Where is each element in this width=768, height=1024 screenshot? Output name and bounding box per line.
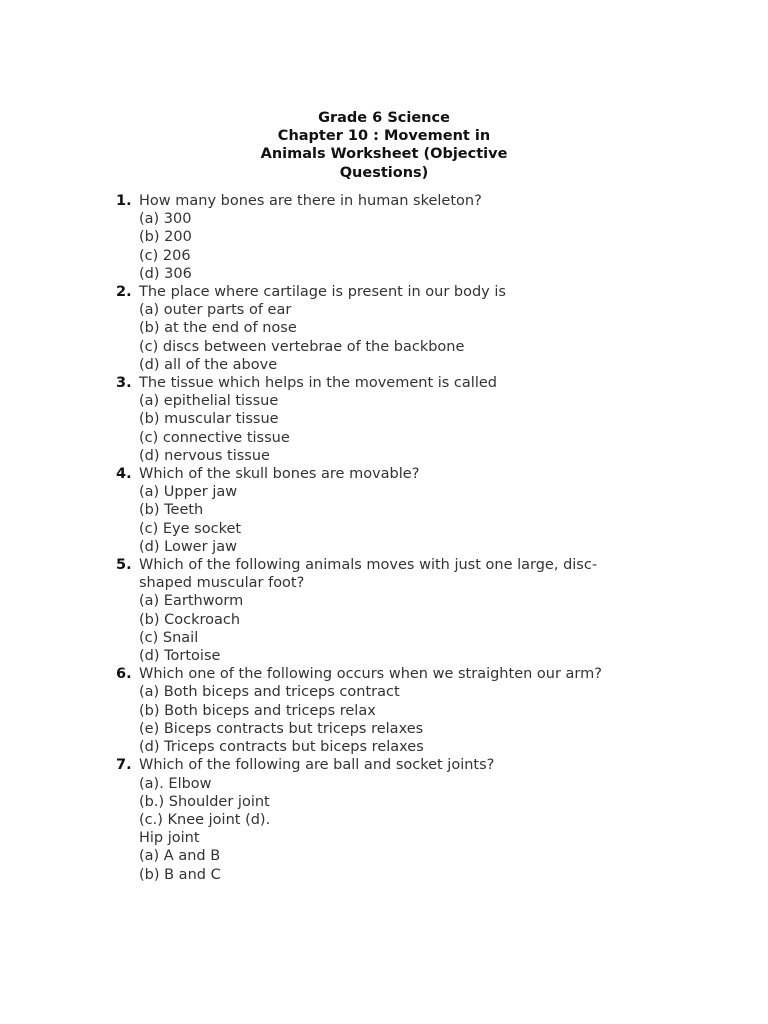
answer-option: (c) Eye socket [139,520,242,537]
answer-option: (a) A and B [139,848,221,865]
question-7 [114,756,634,883]
answer-option: (b) Teeth [139,502,204,519]
question-number: 7. [116,757,132,774]
answer-option: (c.) Knee joint (d). [139,811,271,828]
answer-option: (b) Both biceps and triceps relax [139,702,376,719]
question-3 [114,374,634,465]
answer-option: (d) Lower jaw [139,538,237,555]
heading-line-type: Questions) [339,164,429,181]
answer-option: (d) Triceps contracts but biceps relaxes [139,739,424,756]
question-number: 5. [116,557,132,574]
answer-option: (c) Snail [139,629,199,646]
question-number: 6. [116,666,132,683]
question-text: Which of the skull bones are movable? [139,466,420,483]
question-list [114,192,634,884]
answer-option: (c) 206 [139,247,191,264]
answer-option: (c) connective tissue [139,429,290,446]
answer-option: (b.) Shoulder joint [139,793,270,810]
heading-line-chapter: Chapter 10 : Movement in [277,128,491,145]
answer-option: (a) 300 [139,211,192,228]
answer-option: (a) Both biceps and triceps contract [139,684,400,701]
answer-option: (d) nervous tissue [139,447,270,464]
question-4 [114,465,634,556]
answer-option: (b) Cockroach [139,611,241,628]
question-text: Which of the following animals moves with just one large, disc-shaped muscular foot? [139,557,598,592]
answer-option: (d) all of the above [139,356,278,373]
question-text: Which of the following are ball and socket joints? [139,757,495,774]
answer-option: (a) Upper jaw [139,484,238,501]
question-text: How many bones are there in human skeleton? [139,193,482,209]
question-text: Which one of the following occurs when we straighten our arm? [139,666,602,683]
answer-option: (a) outer parts of ear [139,302,292,319]
question-5 [114,556,634,665]
question-number: 1. [116,193,132,209]
answer-option: (c) discs between vertebrae of the backbone [139,338,465,355]
answer-option: (a). Elbow [139,775,212,792]
question-text: The place where cartilage is present in our body is [139,284,506,301]
answer-option: Hip joint [139,830,200,847]
question-number: 4. [116,466,132,483]
question-number: 3. [116,375,132,392]
question-2 [114,283,634,374]
question-number: 2. [116,284,132,301]
answer-option: (d) 306 [139,265,192,282]
heading-line-topic: Animals Worksheet (Objective [260,146,508,163]
answer-option: (b) muscular tissue [139,411,279,428]
answer-option: (e) Biceps contracts but triceps relaxes [139,720,424,737]
question-6 [114,665,634,756]
answer-option: (a) epithelial tissue [139,393,279,410]
answer-option: (b) 200 [139,229,192,246]
answer-option: (b) at the end of nose [139,320,297,337]
answer-option: (b) B and C [139,866,221,883]
answer-option: (a) Earthworm [139,593,244,610]
heading-line-grade: Grade 6 Science [318,110,450,126]
question-text: The tissue which helps in the movement is called [139,375,497,392]
worksheet-heading [240,109,528,182]
answer-option: (d) Tortoise [139,648,221,665]
question-1 [114,192,634,283]
